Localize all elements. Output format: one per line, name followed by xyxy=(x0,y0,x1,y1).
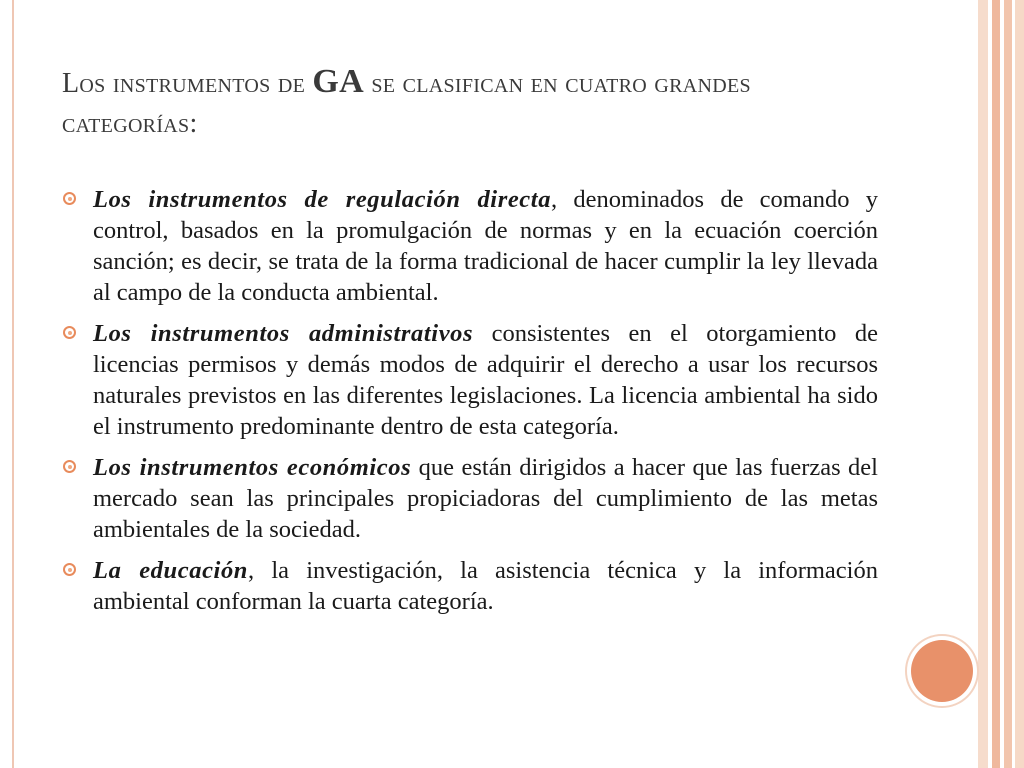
list-item xyxy=(62,318,878,442)
list-item xyxy=(62,452,878,545)
title-highlight: GA xyxy=(312,63,365,100)
bullet-list xyxy=(62,184,878,627)
title-part-1: Los instrumentos de xyxy=(62,68,313,99)
bullet-icon xyxy=(63,460,76,473)
title-part-2: se clasifican en cuatro grandes categorías: xyxy=(62,68,751,139)
item-term: Los instrumentos de regulación directa xyxy=(93,186,552,213)
bullet-icon xyxy=(63,563,76,576)
bullet-icon xyxy=(63,192,76,205)
left-border-line xyxy=(12,0,14,768)
item-term: La educación xyxy=(93,557,249,584)
item-text: que están dirigidos a hacer que las fuerzas del mercado sean las principales propiciadoras del cumplimiento de las metas ambientales de la sociedad. xyxy=(93,454,878,543)
decorative-stripes xyxy=(978,0,1024,768)
list-item xyxy=(62,555,878,617)
item-text: , denominados de comando y control, basados en la promulgación de normas y en la ecuación coerción sanción; es decir, se trata de la forma tradicional de hacer cumplir la ley llevada al campo de la conducta ambiental. xyxy=(93,186,878,306)
item-term: Los instrumentos económicos xyxy=(93,454,412,481)
bullet-icon xyxy=(63,326,76,339)
list-item xyxy=(62,184,878,308)
slide-title xyxy=(62,62,892,144)
decorative-circle xyxy=(911,640,973,702)
item-text: consistentes en el otorgamiento de licencias permisos y demás modos de adquirir el derecho a usar los recursos naturales previstos en las diferentes legislaciones. La licencia ambiental ha sido el instrumento predominante dentro de esta categoría. xyxy=(93,320,878,440)
item-term: Los instrumentos administrativos xyxy=(93,320,474,347)
item-text: , la investigación, la asistencia técnica y la información ambiental conforman la cuarta categoría. xyxy=(93,557,878,615)
